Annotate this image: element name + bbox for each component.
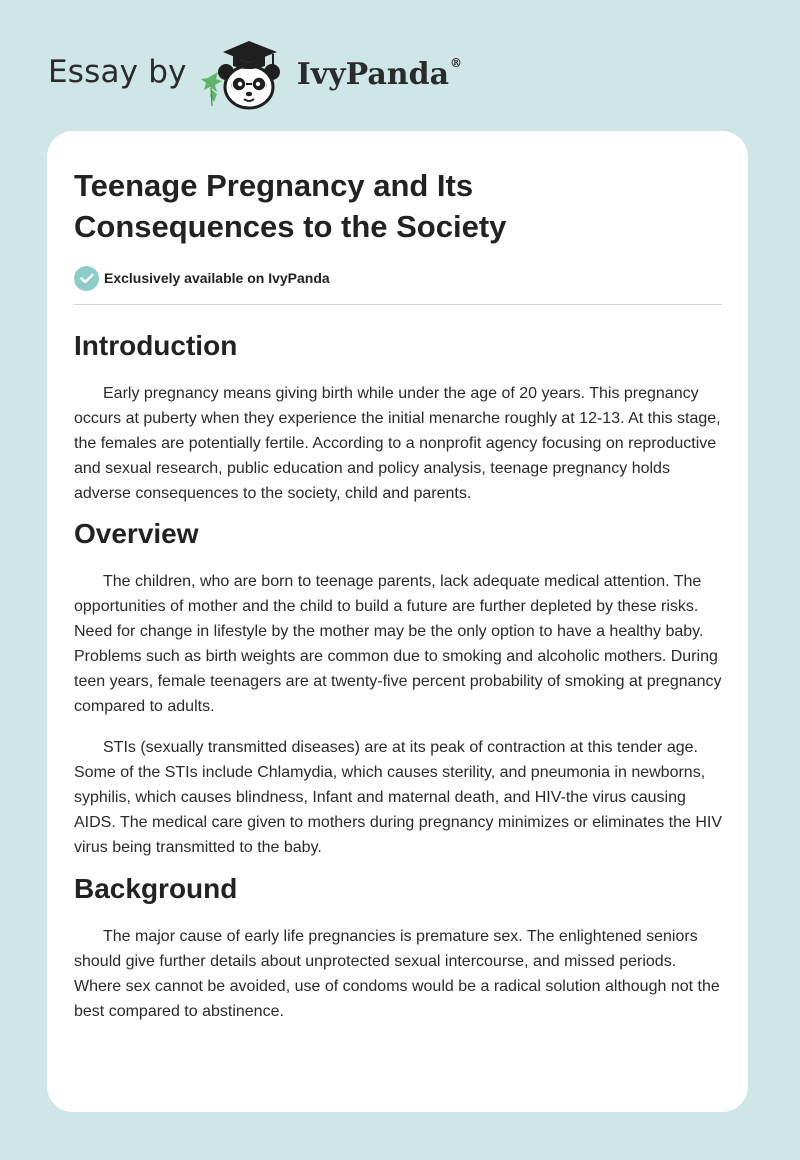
- essay-card: [47, 131, 748, 1112]
- registered-mark: ®: [450, 55, 463, 70]
- exclusive-label: Exclusively available on IvyPanda: [104, 270, 330, 286]
- paragraph: The major cause of early life pregnancies is premature sex. The enlightened seniors should give further details about unprotected sexual intercourse, and missed periods. Where sex cannot be avoided, use of condoms would be a radical solution although not the best compared to abstinence.: [74, 928, 720, 1020]
- brand-prefix: Essay by: [48, 54, 187, 90]
- paragraph: STIs (sexually transmitted diseases) are at its peak of contraction at this tender age. Some of the STIs include Chlamydia, which causes sterility, and pneumonia in newborns, syphilis, which causes blindness, Infant and maternal death, and HIV-the virus causing AIDS. The medical care given to mothers during pregnancy minimizes or eliminates the HIV virus being transmitted to the baby.: [74, 739, 722, 856]
- checkmark-icon: [74, 266, 99, 291]
- section-heading: Introduction: [74, 330, 238, 361]
- brand-name: IvyPanda®: [296, 55, 463, 92]
- section-overview: [74, 516, 721, 860]
- exclusive-badge: [74, 264, 721, 292]
- brand-header[interactable]: [48, 32, 462, 112]
- section-background: [74, 871, 721, 1024]
- section-heading: Background: [74, 873, 238, 904]
- panda-graduate-logo-icon: [201, 32, 293, 112]
- paragraph: The children, who are born to teenage parents, lack adequate medical attention. The opportunities of mother and the child to build a future are further depleted by these risks. Need for change in lifestyle by the mother may be the only option to have a healthy baby. Problems such as birth weights are common due to smoking and alcoholic mothers. During teen years, female teenagers are at twenty-five percent probability of smoking at pregnancy compared to adults.: [74, 573, 722, 715]
- section-introduction: [74, 328, 721, 506]
- ivy-leaf-icon: [201, 72, 222, 106]
- section-heading: Overview: [74, 518, 199, 549]
- paragraph: Early pregnancy means giving birth while under the age of 20 years. This pregnancy occurs at puberty when they experience the initial menarche roughly at 12-13. At this stage, the females are potentially fertile. According to a nonprofit agency focusing on reproductive and sexual research, public education and policy analysis, teenage pregnancy holds adverse consequences to the society, child and parents.: [74, 385, 721, 502]
- essay-title: Teenage Pregnancy and Its Consequences to the Society: [74, 168, 507, 244]
- divider: [74, 304, 722, 305]
